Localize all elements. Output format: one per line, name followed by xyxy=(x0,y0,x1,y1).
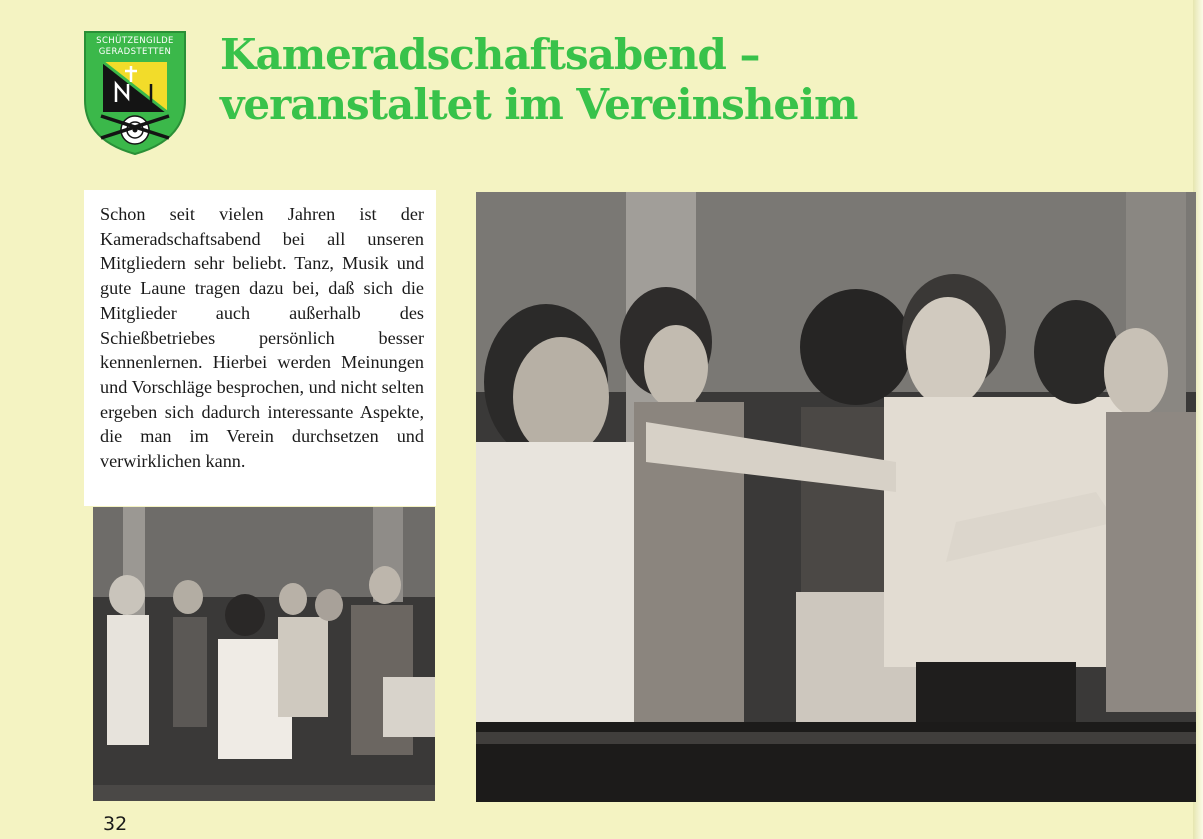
crest-shield-svg xyxy=(83,30,187,156)
club-crest-icon xyxy=(83,30,187,156)
crest-text-bottom: GERADSTETTEN xyxy=(98,47,172,57)
crest-text-top: SCHÜTZENGILDE xyxy=(96,36,174,46)
dancing-crowd-photo xyxy=(93,507,435,801)
title-line-1: Kameradschaftsabend – xyxy=(220,30,760,79)
title-line-2: veranstaltet im Vereinsheim xyxy=(220,80,858,129)
page-title xyxy=(220,30,857,130)
page-number: 32 xyxy=(103,813,128,835)
article-box xyxy=(84,190,436,506)
article-body: Schon seit vielen Jahren ist der Kameradschaftsabend bei all unseren Mitgliedern sehr beliebt. Tanz, Musik und gute Laune tragen dazu bei, daß sich die Mitglieder auch außerhalb des Schießbetriebes persönlich besser kennenlernen. Hierbei werden Meinungen und Vorschläge besprochen, und nicht selten ergeben sich dadurch interessante Aspekte, die man im Verein durchsetzen und verwirklichen kann. xyxy=(100,204,424,472)
dance-chain-photo xyxy=(476,192,1196,802)
